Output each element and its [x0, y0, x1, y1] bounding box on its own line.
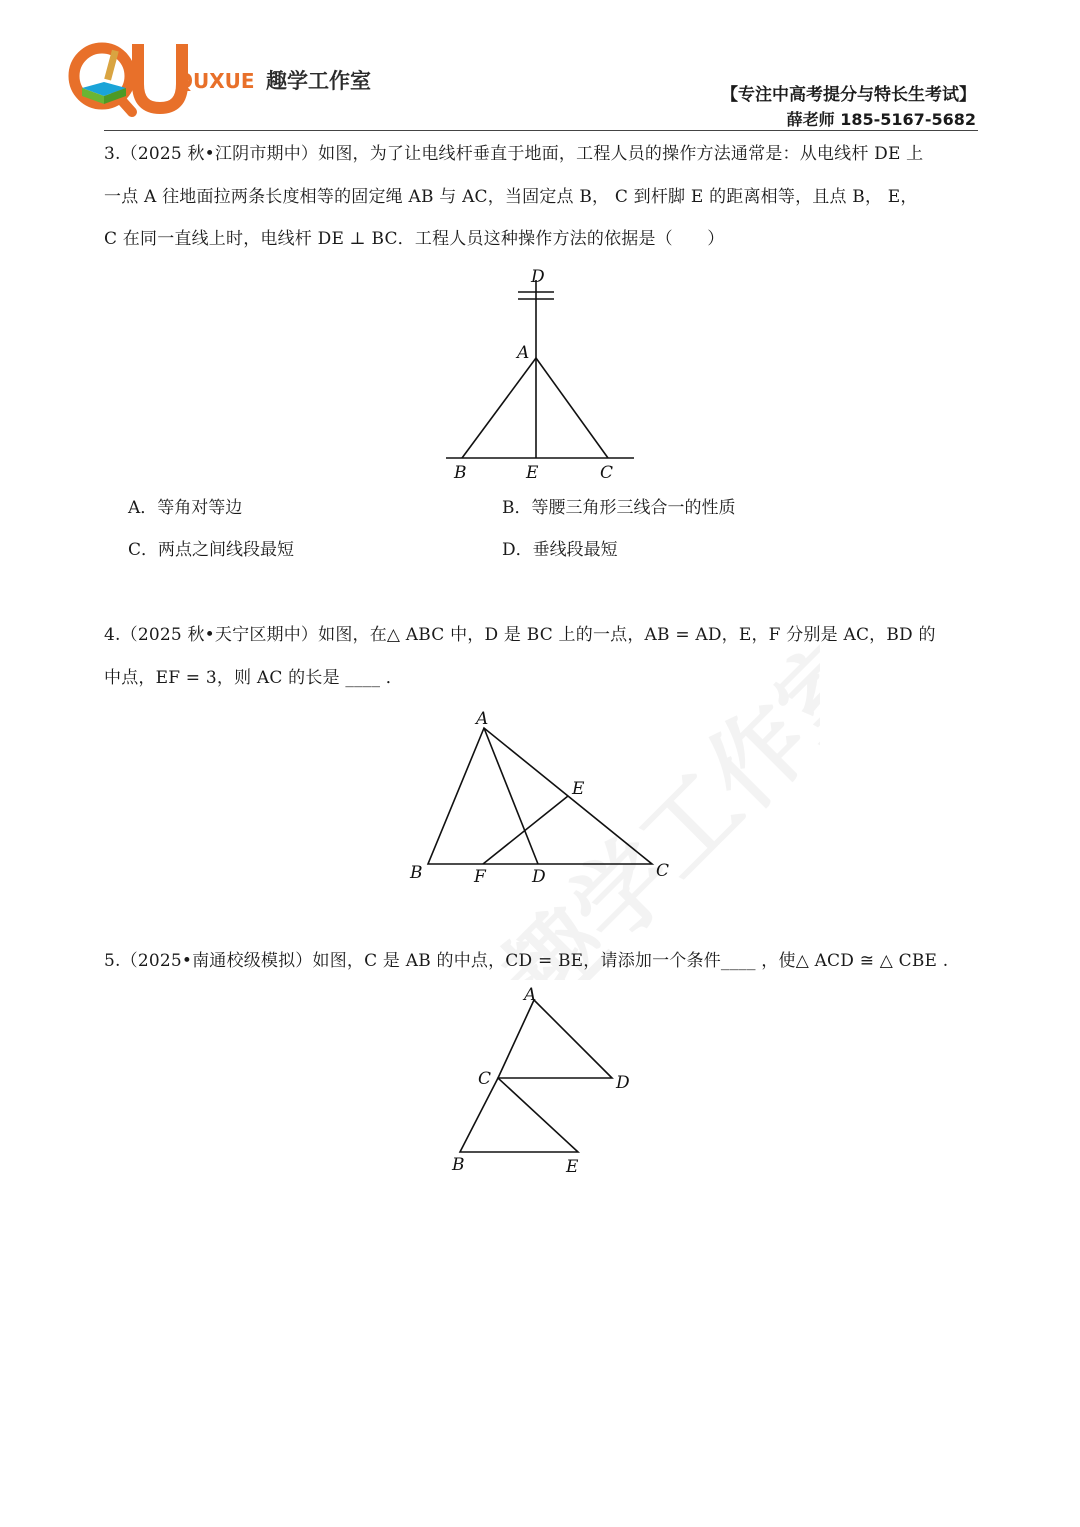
- label-c: C: [600, 463, 614, 483]
- label-a: A: [524, 985, 537, 1005]
- rope-ac: [536, 358, 608, 458]
- label-b: B: [410, 863, 423, 883]
- q4-line-2: 中点，EF = 3，则 AC 的长是 ____ ．: [104, 668, 403, 688]
- pencil-icon: [104, 50, 119, 81]
- label-e: E: [526, 463, 539, 483]
- triangle-abc: [428, 728, 652, 864]
- brand-en: QUXUE: [176, 69, 255, 93]
- q3-figure: [440, 262, 640, 484]
- q3-line-1: 3.（2025 秋•江阴市期中）如图，为了让电线杆垂直于地面，工程人员的操作方法通常是：从电线杆 DE 上: [104, 144, 924, 164]
- label-a: A: [517, 343, 530, 363]
- q3-line-3: C 在同一直线上时，电线杆 DE ⊥ BC．工程人员这种操作方法的依据是（ ）: [104, 229, 725, 249]
- label-b: B: [452, 1155, 465, 1175]
- header-contact: 薛老师 185-5167-5682: [786, 110, 976, 129]
- label-f: F: [474, 867, 486, 887]
- q3-line-2: 一点 A 往地面拉两条长度相等的固定绳 AB 与 AC，当固定点 B， C 到杆脚 E 的距离相等，且点 B， E，: [104, 187, 918, 207]
- label-e: E: [572, 779, 585, 799]
- q5-line-1: 5.（2025•南通校级模拟）如图，C 是 AB 的中点，CD = BE，请添加一个条件____ ，使△ ACD ≅ △ CBE .: [104, 951, 949, 971]
- label-c: C: [656, 861, 670, 881]
- brand-logo: [68, 38, 388, 120]
- rope-ab: [462, 358, 536, 458]
- q5-figure: [440, 982, 640, 1182]
- q3-option-d[interactable]: D．垂线段最短: [502, 540, 618, 560]
- header-divider: [104, 130, 978, 131]
- label-d: D: [616, 1073, 630, 1093]
- triangle-acd: [498, 1000, 612, 1078]
- q4-figure: [402, 704, 682, 890]
- label-e: E: [566, 1157, 579, 1177]
- brand-cn: 趣学工作室: [266, 69, 371, 93]
- label-b: B: [454, 463, 467, 483]
- q4-line-1: 4.（2025 秋•天宁区期中）如图，在△ ABC 中，D 是 BC 上的一点，AB = AD，E，F 分别是 AC，BD 的: [104, 625, 936, 645]
- q3-option-b[interactable]: B．等腰三角形三线合一的性质: [502, 498, 736, 518]
- triangle-cbe: [460, 1078, 578, 1152]
- label-c: C: [478, 1069, 492, 1089]
- segment-ef: [483, 796, 568, 864]
- q3-option-a[interactable]: A．等角对等边: [128, 498, 243, 518]
- segment-ad: [484, 728, 538, 864]
- label-d: D: [532, 867, 546, 887]
- header-tagline: 【专注中高考提分与特长生考试】: [721, 85, 976, 105]
- label-a: A: [476, 709, 489, 729]
- label-d: D: [531, 267, 545, 287]
- q3-option-c[interactable]: C．两点之间线段最短: [128, 540, 295, 560]
